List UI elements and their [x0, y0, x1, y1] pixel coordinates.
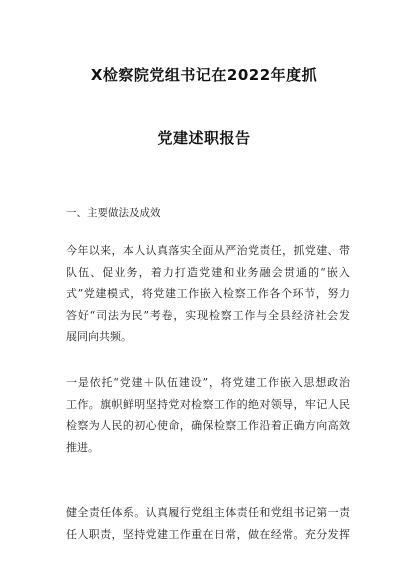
paragraph-line: 式”党建模式，将党建工作嵌入检察工作各个环节，努力	[66, 287, 350, 300]
paragraph-line: 健全责任体系。认真履行党组主体责任和党组书记第一责	[66, 506, 350, 519]
paragraph-intro	[66, 240, 350, 348]
paragraph-line: 推进。	[66, 440, 99, 454]
document-title-line-2: 党建述职报告	[157, 129, 251, 147]
paragraph-line: 检察为人民的初心使命，确保检察工作沿着正确方向高效	[66, 419, 350, 432]
paragraph-line: 工作。旗帜鲜明坚持党对检察工作的绝对领导，牢记人民	[66, 397, 350, 411]
paragraph-line: 展同向共频。	[66, 330, 132, 343]
paragraph-responsibility-system	[66, 502, 350, 545]
document-title-line-1: X检察院党组书记在2022年度抓	[90, 66, 318, 84]
paragraph-line: 一是依托“党建＋队伍建设”，将党建工作嵌入思想政治	[66, 376, 350, 389]
section-heading: 一、主要做法及成效	[66, 207, 161, 219]
paragraph-line: 任人职责，坚持党建工作重在日常，做在经常。充分发挥	[66, 527, 350, 541]
paragraph-party-building-team	[66, 372, 350, 458]
paragraph-line: 答好“司法为民”考卷，实现检察工作与全县经济社会发	[66, 308, 350, 322]
paragraph-line: 今年以来，本人认真落实全面从严治党责任，抓党建、带	[66, 244, 350, 257]
paragraph-line: 队伍、促业务，着力打造党建和业务融会贯通的“嵌入	[66, 265, 350, 279]
